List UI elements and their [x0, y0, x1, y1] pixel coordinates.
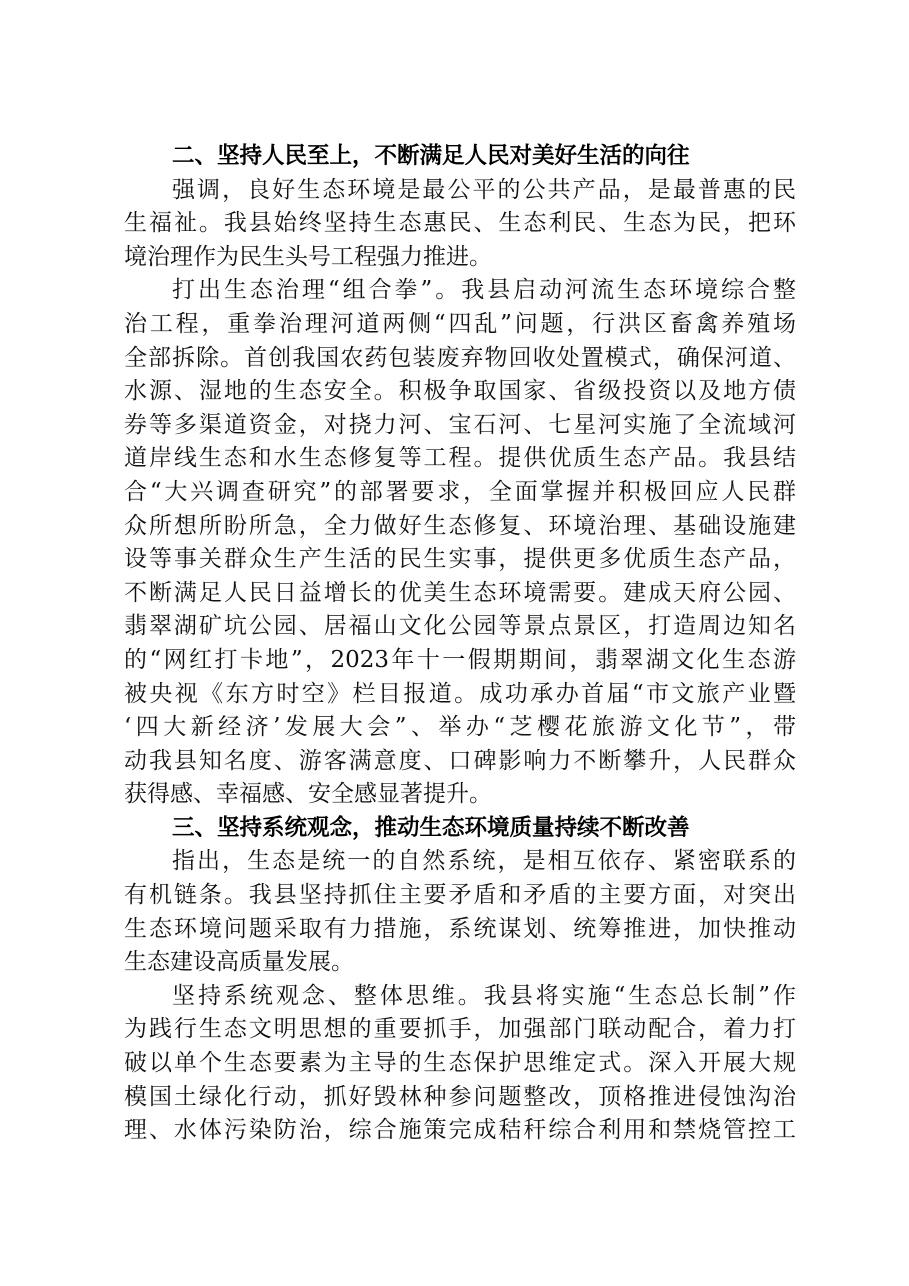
paragraph	[124, 274, 796, 812]
paragraph-line: 坚持系统观念、整体思维。我县将实施“生态总长制”作	[172, 982, 796, 1009]
paragraph-line: ‘四大新经济’发展大会”、举办“芝樱花旅游文化节”，带	[124, 714, 796, 741]
paragraph-line: 动我县知名度、游客满意度、口碑影响力不断攀升，人民群众	[124, 747, 796, 774]
paragraph-line: 全部拆除。首创我国农药包装废弃物回收处置模式，确保河道、	[124, 344, 796, 371]
paragraph-line: 理、水体污染防治，综合施策完成秸秆综合利用和禁烧管控工	[124, 1117, 796, 1144]
paragraph-line: 合“大兴调查研究”的部署要求，全面掌握并积极回应人民群	[124, 478, 796, 505]
document-body	[124, 140, 796, 1148]
paragraph-line: 打出生态治理“组合拳”。我县启动河流生态环境综合整	[172, 277, 796, 304]
section-heading-2: 二、坚持人民至上，不断满足人民对美好生活的向往	[172, 143, 690, 169]
paragraph	[124, 174, 796, 275]
paragraph-line: 境治理作为民生头号工程强力推进。	[124, 243, 492, 270]
paragraph-line: 券等多渠道资金，对挠力河、宝石河、七星河实施了全流域河	[124, 411, 796, 438]
paragraph-line: 破以单个生态要素为主导的生态保护思维定式。深入开展大规	[124, 1050, 796, 1077]
section-heading-3: 三、坚持系统观念，推动生态环境质量持续不断改善	[172, 814, 690, 841]
paragraph-line: 众所想所盼所急，全力做好生态修复、环境治理、基础设施建	[124, 512, 796, 539]
paragraph-line: 有机链条。我县坚持抓住主要矛盾和矛盾的主要方面，对突出	[124, 882, 796, 909]
paragraph-line: 生态建设高质量发展。	[124, 949, 354, 976]
paragraph-line: 模国土绿化行动，抓好毁林种参问题整改，顶格推进侵蚀沟治	[124, 1083, 796, 1110]
paragraph-line: 为践行生态文明思想的重要抓手，加强部门联动配合，着力打	[124, 1016, 796, 1043]
paragraph-line: 获得感、幸福感、安全感显著提升。	[124, 781, 492, 808]
paragraph-line: 翡翠湖矿坑公园、居福山文化公园等景点景区，打造周边知名	[124, 613, 796, 640]
paragraph-line: 的“网红打卡地”，2023年十一假期期间，翡翠湖文化生态游	[124, 646, 796, 673]
paragraph	[124, 845, 796, 979]
paragraph-line: 强调，良好生态环境是最公平的公共产品，是最普惠的民	[172, 176, 796, 203]
paragraph-line: 生态环境问题采取有力措施，系统谋划、统筹推进，加快推动	[124, 915, 796, 942]
paragraph-line: 不断满足人民日益增长的优美生态环境需要。建成天府公园、	[124, 579, 796, 606]
paragraph-line: 设等事关群众生产生活的民生实事，提供更多优质生态产品，	[124, 546, 796, 573]
paragraph-line: 道岸线生态和水生态修复等工程。提供优质生态产品。我县结	[124, 445, 796, 472]
paragraph-line: 被央视《东方时空》栏目报道。成功承办首届“市文旅产业暨	[124, 680, 796, 707]
paragraph-line: 治工程，重拳治理河道两侧“四乱”问题，行洪区畜禽养殖场	[124, 310, 796, 337]
paragraph	[124, 980, 796, 1148]
paragraph-line: 水源、湿地的生态安全。积极争取国家、省级投资以及地方债	[124, 378, 796, 405]
paragraph-line: 生福祉。我县始终坚持生态惠民、生态利民、生态为民，把环	[124, 210, 796, 237]
paragraph-line: 指出，生态是统一的自然系统，是相互依存、紧密联系的	[172, 848, 796, 875]
